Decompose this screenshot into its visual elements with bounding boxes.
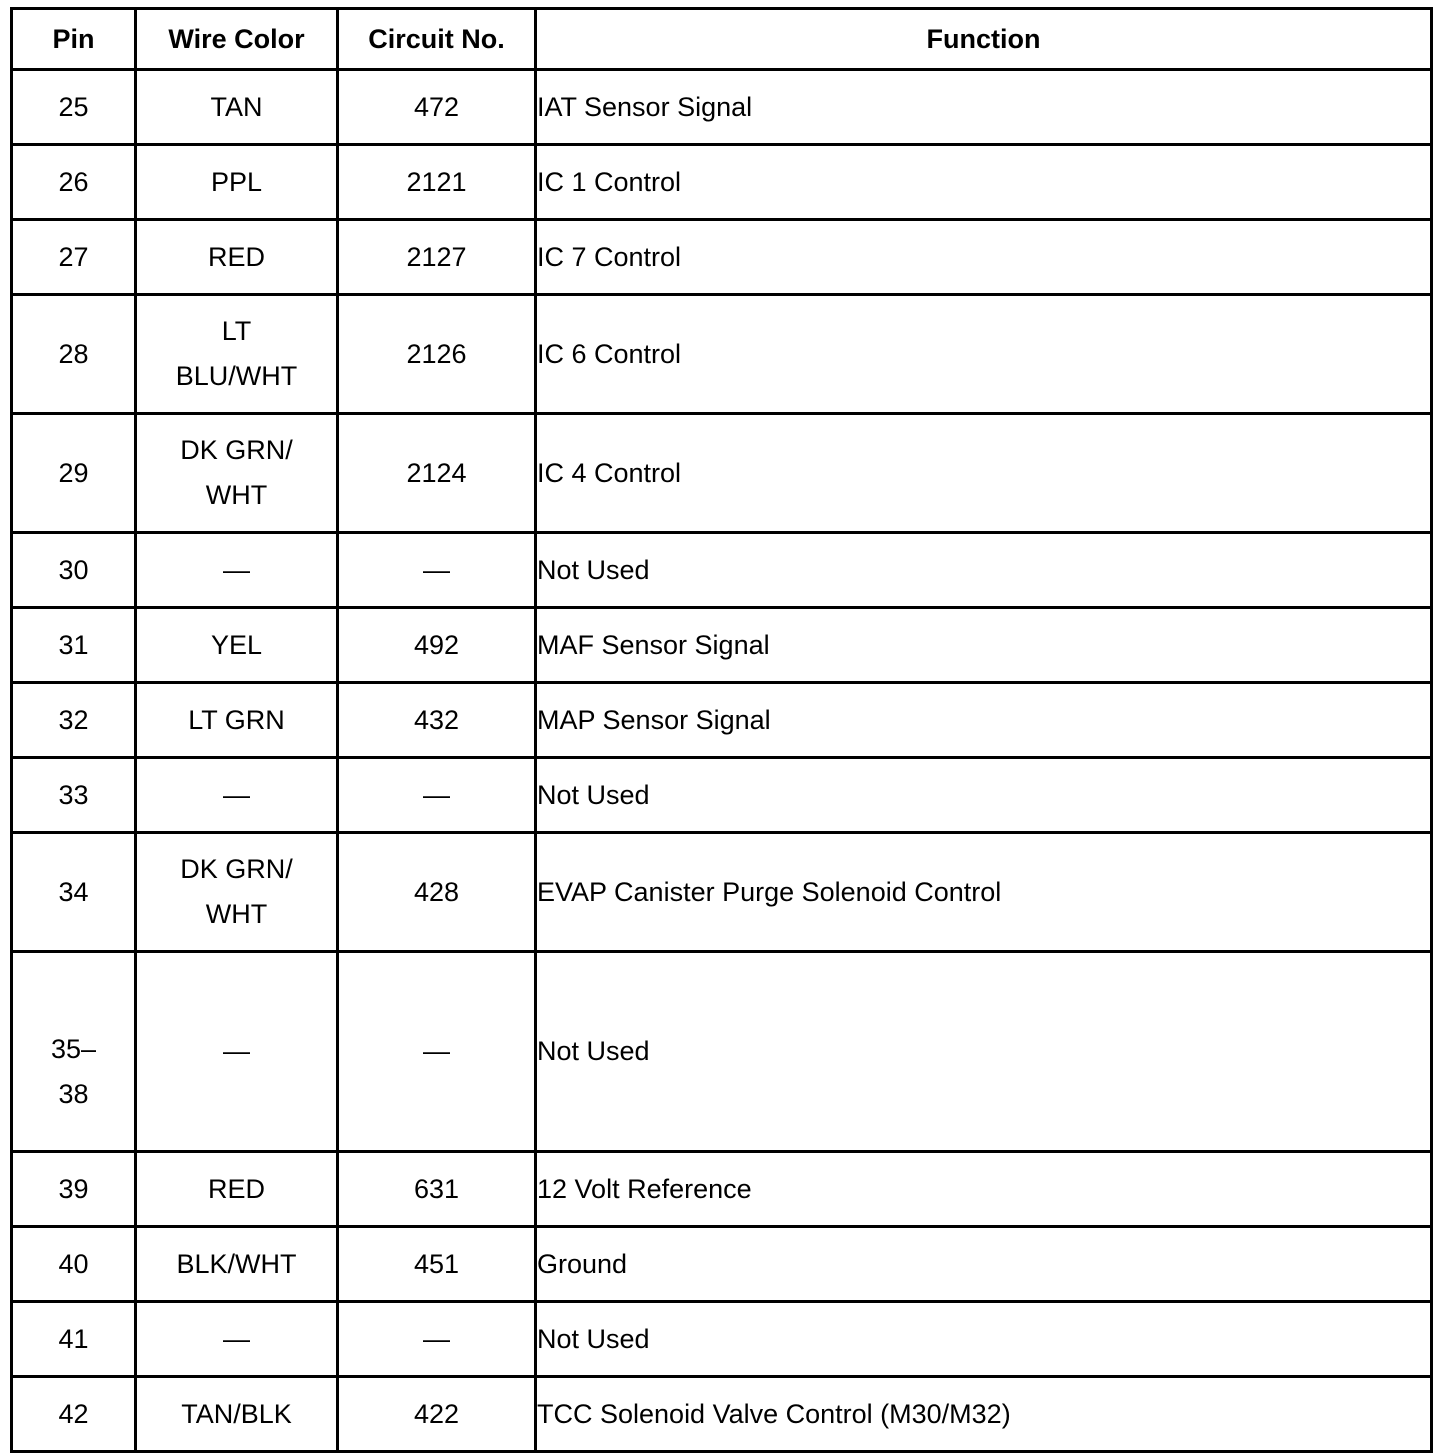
function-cell: IC 4 Control bbox=[536, 414, 1432, 533]
function-cell: Not Used bbox=[536, 758, 1432, 833]
wire-color-cell: BLK/WHT bbox=[136, 1227, 338, 1302]
pin-cell: 39 bbox=[12, 1152, 136, 1227]
table-row bbox=[12, 683, 1432, 758]
pin-cell bbox=[12, 952, 136, 1152]
circuit-cell: — bbox=[338, 533, 536, 608]
table-row bbox=[12, 1152, 1432, 1227]
pin-cell: 29 bbox=[12, 414, 136, 533]
pin-cell: 30 bbox=[12, 533, 136, 608]
wire-color-cell bbox=[136, 414, 338, 533]
table-row bbox=[12, 833, 1432, 952]
wire-color-cell: RED bbox=[136, 220, 338, 295]
table-row bbox=[12, 952, 1432, 1152]
pin-cell: 34 bbox=[12, 833, 136, 952]
pin-table bbox=[10, 7, 1433, 1453]
wire-color-cell: TAN bbox=[136, 70, 338, 145]
wire-color-header: Wire Color bbox=[136, 9, 338, 70]
function-cell: IC 1 Control bbox=[536, 145, 1432, 220]
wire-color-cell: LT GRN bbox=[136, 683, 338, 758]
circuit-cell: — bbox=[338, 758, 536, 833]
circuit-cell: 492 bbox=[338, 608, 536, 683]
function-cell: IC 7 Control bbox=[536, 220, 1432, 295]
function-cell: TCC Solenoid Valve Control (M30/M32) bbox=[536, 1377, 1432, 1452]
wire-color-cell: — bbox=[136, 758, 338, 833]
pin-cell: 40 bbox=[12, 1227, 136, 1302]
pin-cell: 31 bbox=[12, 608, 136, 683]
pin-cell: 41 bbox=[12, 1302, 136, 1377]
table-row bbox=[12, 533, 1432, 608]
pin-cell: 27 bbox=[12, 220, 136, 295]
wire-color-cell: RED bbox=[136, 1152, 338, 1227]
wire-color-line: WHT bbox=[205, 480, 268, 510]
wire-color-cell: — bbox=[136, 1302, 338, 1377]
circuit-cell: 451 bbox=[338, 1227, 536, 1302]
table-row bbox=[12, 414, 1432, 533]
table-row bbox=[12, 758, 1432, 833]
function-cell: Ground bbox=[536, 1227, 1432, 1302]
pin-range-line: 35– bbox=[50, 1033, 97, 1064]
wire-color-line: WHT bbox=[205, 899, 268, 929]
circuit-cell: 432 bbox=[338, 683, 536, 758]
function-cell: Not Used bbox=[536, 952, 1432, 1152]
circuit-cell: 472 bbox=[338, 70, 536, 145]
header-row bbox=[12, 9, 1432, 70]
wire-color-cell: PPL bbox=[136, 145, 338, 220]
function-cell: 12 Volt Reference bbox=[536, 1152, 1432, 1227]
function-cell: EVAP Canister Purge Solenoid Control bbox=[536, 833, 1432, 952]
wire-color-cell bbox=[136, 833, 338, 952]
table-row bbox=[12, 1302, 1432, 1377]
wire-color-line: LT bbox=[221, 316, 252, 346]
function-cell: MAF Sensor Signal bbox=[536, 608, 1432, 683]
wire-color-cell: — bbox=[136, 952, 338, 1152]
table-row bbox=[12, 145, 1432, 220]
wire-color-cell: YEL bbox=[136, 608, 338, 683]
circuit-cell: 422 bbox=[338, 1377, 536, 1452]
function-header: Function bbox=[536, 9, 1432, 70]
function-cell: IAT Sensor Signal bbox=[536, 70, 1432, 145]
wire-color-line: DK GRN/ bbox=[180, 435, 293, 465]
wire-color-line: BLU/WHT bbox=[175, 361, 298, 391]
table-row bbox=[12, 220, 1432, 295]
circuit-cell: — bbox=[338, 952, 536, 1152]
function-cell: IC 6 Control bbox=[536, 295, 1432, 414]
pin-cell: 28 bbox=[12, 295, 136, 414]
wire-color-cell bbox=[136, 295, 338, 414]
table-row bbox=[12, 70, 1432, 145]
wire-color-cell: TAN/BLK bbox=[136, 1377, 338, 1452]
circuit-cell: — bbox=[338, 1302, 536, 1377]
table-row bbox=[12, 1377, 1432, 1452]
pin-cell: 26 bbox=[12, 145, 136, 220]
pin-cell: 42 bbox=[12, 1377, 136, 1452]
circuit-cell: 428 bbox=[338, 833, 536, 952]
circuit-no-header: Circuit No. bbox=[338, 9, 536, 70]
function-cell: Not Used bbox=[536, 1302, 1432, 1377]
table-row bbox=[12, 1227, 1432, 1302]
function-cell: MAP Sensor Signal bbox=[536, 683, 1432, 758]
pin-range-line: 38 bbox=[58, 1078, 89, 1109]
table-row bbox=[12, 608, 1432, 683]
pin-cell: 32 bbox=[12, 683, 136, 758]
pin-header: Pin bbox=[12, 9, 136, 70]
table-row bbox=[12, 295, 1432, 414]
pin-cell: 25 bbox=[12, 70, 136, 145]
pin-cell: 33 bbox=[12, 758, 136, 833]
circuit-cell: 2126 bbox=[338, 295, 536, 414]
wire-color-line: DK GRN/ bbox=[180, 854, 293, 884]
circuit-cell: 2124 bbox=[338, 414, 536, 533]
circuit-cell: 2127 bbox=[338, 220, 536, 295]
function-cell: Not Used bbox=[536, 533, 1432, 608]
circuit-cell: 631 bbox=[338, 1152, 536, 1227]
circuit-cell: 2121 bbox=[338, 145, 536, 220]
wire-color-cell: — bbox=[136, 533, 338, 608]
